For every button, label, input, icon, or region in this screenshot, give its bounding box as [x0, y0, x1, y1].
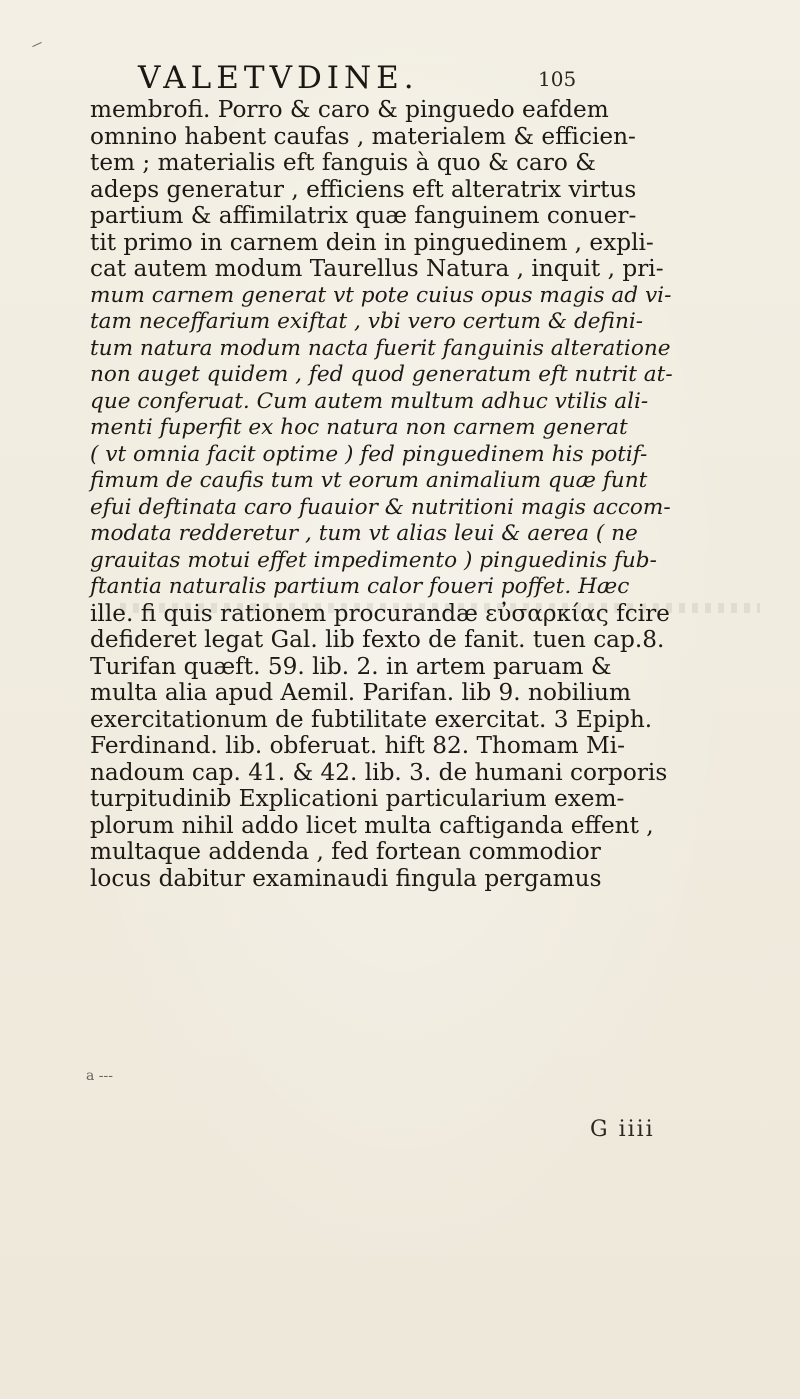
- text-line: defideret legat Gal. lib fexto de fanit. tuen cap.8.: [90, 626, 665, 653]
- stray-marks: a ---: [86, 1068, 113, 1084]
- text-line: que conferuat. Cum autem multum adhuc vtilis ali-: [90, 388, 649, 414]
- corner-mark: [32, 42, 41, 47]
- text-line: ( vt omnia facit optime ) fed pinguedinem his potif-: [90, 441, 648, 467]
- text-line: modata redderetur , tum vt alias leui & aerea ( ne: [90, 521, 638, 546]
- text-line: plorum nihil addo licet multa caftiganda effent ,: [90, 811, 654, 839]
- text-line: ille. fi quis rationem procurandæ εὐσαρκίας fcire: [90, 599, 670, 627]
- text-line: membrofi. Porro & caro & pinguedo eafdem: [90, 96, 609, 123]
- text-line: locus dabitur examinaudi fingula pergamus: [90, 864, 602, 892]
- text-line: exercitationum de fubtilitate exercitat. 3 Epiph.: [90, 705, 653, 733]
- text-line: nadoum cap. 41. & 42. lib. 3. de humani corporis: [90, 758, 668, 786]
- body-text: [90, 97, 770, 892]
- text-line: tum natura modum nacta fuerit fanguinis alteratione: [90, 335, 671, 361]
- text-line: partium & affimilatrix quæ fanguinem conuer-: [90, 202, 637, 229]
- text-line: fimum de caufis tum vt eorum animalium quæ funt: [90, 468, 648, 493]
- text-line: non auget quidem , fed quod generatum eft nutrit at-: [90, 362, 673, 387]
- text-line: grauitas motui effet impedimento ) pinguedinis fub-: [90, 547, 657, 573]
- text-line: Ferdinand. lib. obferuat. hift 82. Thomam Mi-: [90, 732, 625, 759]
- text-line: cat autem modum Taurellus Natura , inquit , pri-: [90, 255, 664, 282]
- text-line: adeps generatur , efficiens eft alteratrix virtus: [90, 175, 637, 203]
- page-number: 105: [538, 67, 577, 91]
- text-line: Turifan quæft. 59. lib. 2. in artem paruam &: [90, 652, 612, 680]
- text-line: multaque addenda , fed fortean commodior: [90, 838, 601, 865]
- page-header: [138, 58, 758, 98]
- text-line: tam neceffarium exiftat , vbi vero certum & defini-: [90, 309, 644, 334]
- text-line: mum carnem generat vt pote cuius opus magis ad vi-: [90, 282, 672, 308]
- text-line: turpitudinib Explicationi particularium exem-: [90, 785, 625, 812]
- text-line: ftantia naturalis partium calor foueri poffet. Hæc: [90, 574, 630, 599]
- text-line: omnino habent caufas , materialem & efficien-: [90, 122, 636, 150]
- signature-mark: G iiii: [590, 1117, 655, 1142]
- running-title: VALETVDINE.: [138, 60, 419, 96]
- text-line: multa alia apud Aemil. Parifan. lib 9. nobilium: [90, 679, 631, 706]
- text-line: menti fuperfit ex hoc natura non carnem generat: [90, 415, 628, 440]
- text-line: tem ; materialis eft fanguis à quo & caro &: [90, 149, 596, 176]
- text-line: tit primo in carnem dein in pinguedinem , expli-: [90, 228, 654, 256]
- text-line: efui deftinata caro fuauior & nutritioni magis accom-: [90, 494, 671, 520]
